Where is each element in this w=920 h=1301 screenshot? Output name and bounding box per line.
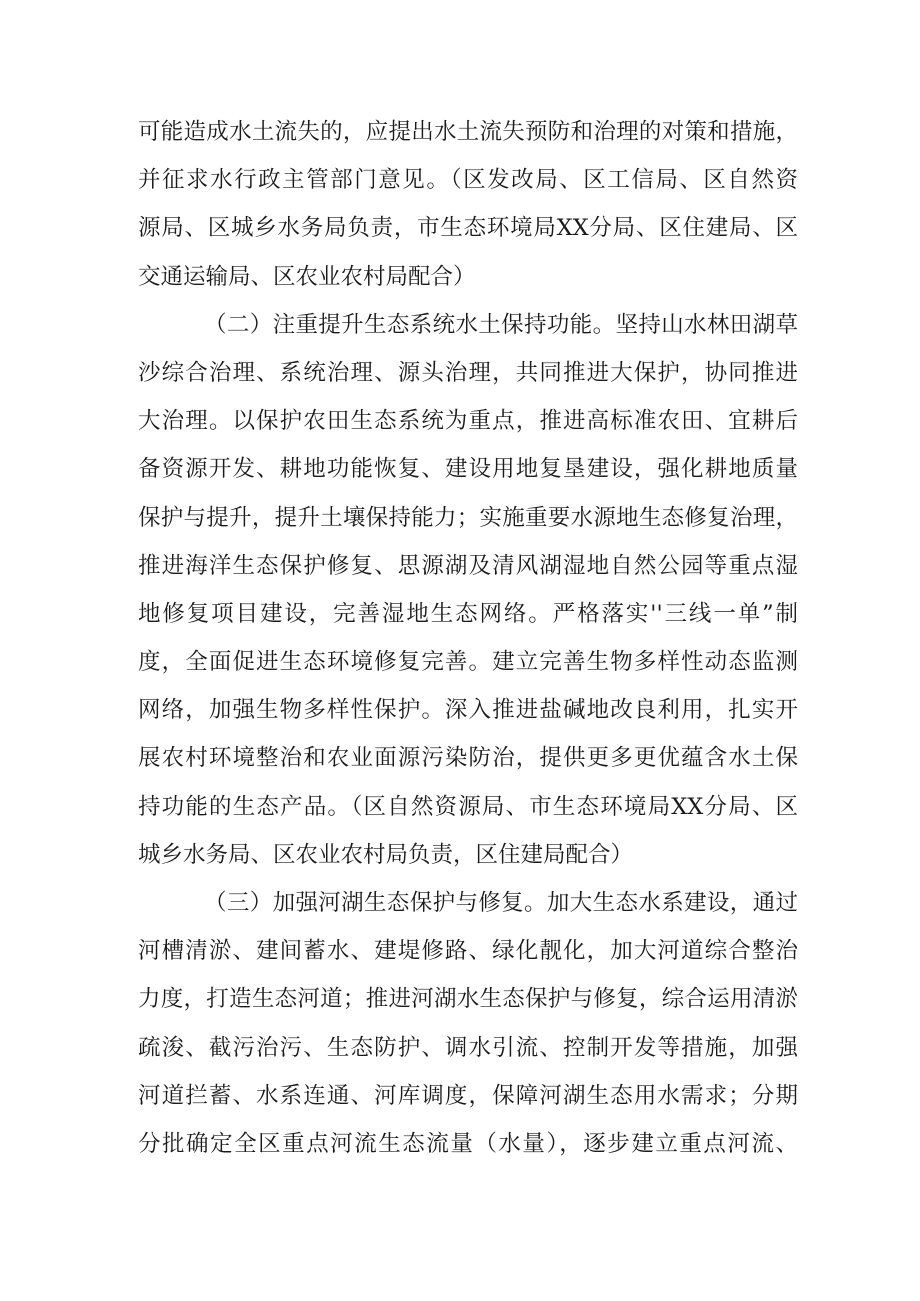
text-line: 展农村环境整治和农业面源污染防治，提供更多更优蕴含水土保 — [138, 745, 798, 772]
text-line: 度，全面促进生态环境修复完善。建立完善生物多样性动态监测 — [138, 649, 798, 676]
text-line: 河道拦蓄、水系连通、河库调度，保障河湖生态用水需求；分期 — [138, 1082, 798, 1109]
body-text — [138, 108, 798, 1168]
text-line: 城乡水务局、区农业农村局负责，区住建局配合） — [138, 841, 634, 868]
text-line: 保护与提升，提升土壤保持能力；实施重要水源地生态修复治理， — [138, 504, 798, 531]
text-line: 备资源开发、耕地功能恢复、建设用地复垦建设，强化耕地质量 — [138, 456, 798, 483]
text-line: 沙综合治理、系统治理、源头治理，共同推进大保护，协同推进 — [138, 359, 798, 386]
text-line: 并征求水行政主管部门意见。（区发改局、区工信局、区自然资 — [138, 167, 798, 194]
text-line: 地修复项目建设，完善湿地生态网络。严格落实''三线一单”制 — [138, 600, 798, 627]
text-line: 力度，打造生态河道；推进河湖水生态保护与修复，综合运用清淤 — [138, 986, 798, 1013]
paragraph-heading-line: （三）加强河湖生态保护与修复。加大生态水系建设，通过 — [204, 890, 798, 916]
text-line: 持功能的生态产品。（区自然资源局、市生态环境局XX分局、区 — [138, 793, 798, 820]
text-line: 分批确定全区重点河流生态流量（水量），逐步建立重点河流、 — [138, 1130, 798, 1157]
text-line: 河槽清淤、建间蓄水、建堤修路、绿化靓化，加大河道综合整治 — [138, 938, 798, 965]
text-line: 交通运输局、区农业农村局配合） — [138, 263, 476, 290]
text-line: 源局、区城乡水务局负责，市生态环境局XX分局、区住建局、区 — [138, 215, 798, 242]
text-line: 推进海洋生态保护修复、思源湖及清风湖湿地自然公园等重点湿 — [138, 552, 798, 579]
text-line: 疏浚、截污治污、生态防护、调水引流、控制开发等措施，加强 — [138, 1034, 798, 1061]
text-line: 大治理。以保护农田生态系统为重点，推进高标准农田、宜耕后 — [138, 408, 798, 435]
text-line: 可能造成水土流失的，应提出水土流失预防和治理的对策和措施， — [138, 119, 798, 145]
paragraph-heading-line: （二）注重提升生态系统水土保持功能。坚持山水林田湖草 — [204, 311, 798, 338]
text-line: 网络，加强生物多样性保护。深入推进盐碱地改良利用，扎实开 — [138, 697, 798, 724]
